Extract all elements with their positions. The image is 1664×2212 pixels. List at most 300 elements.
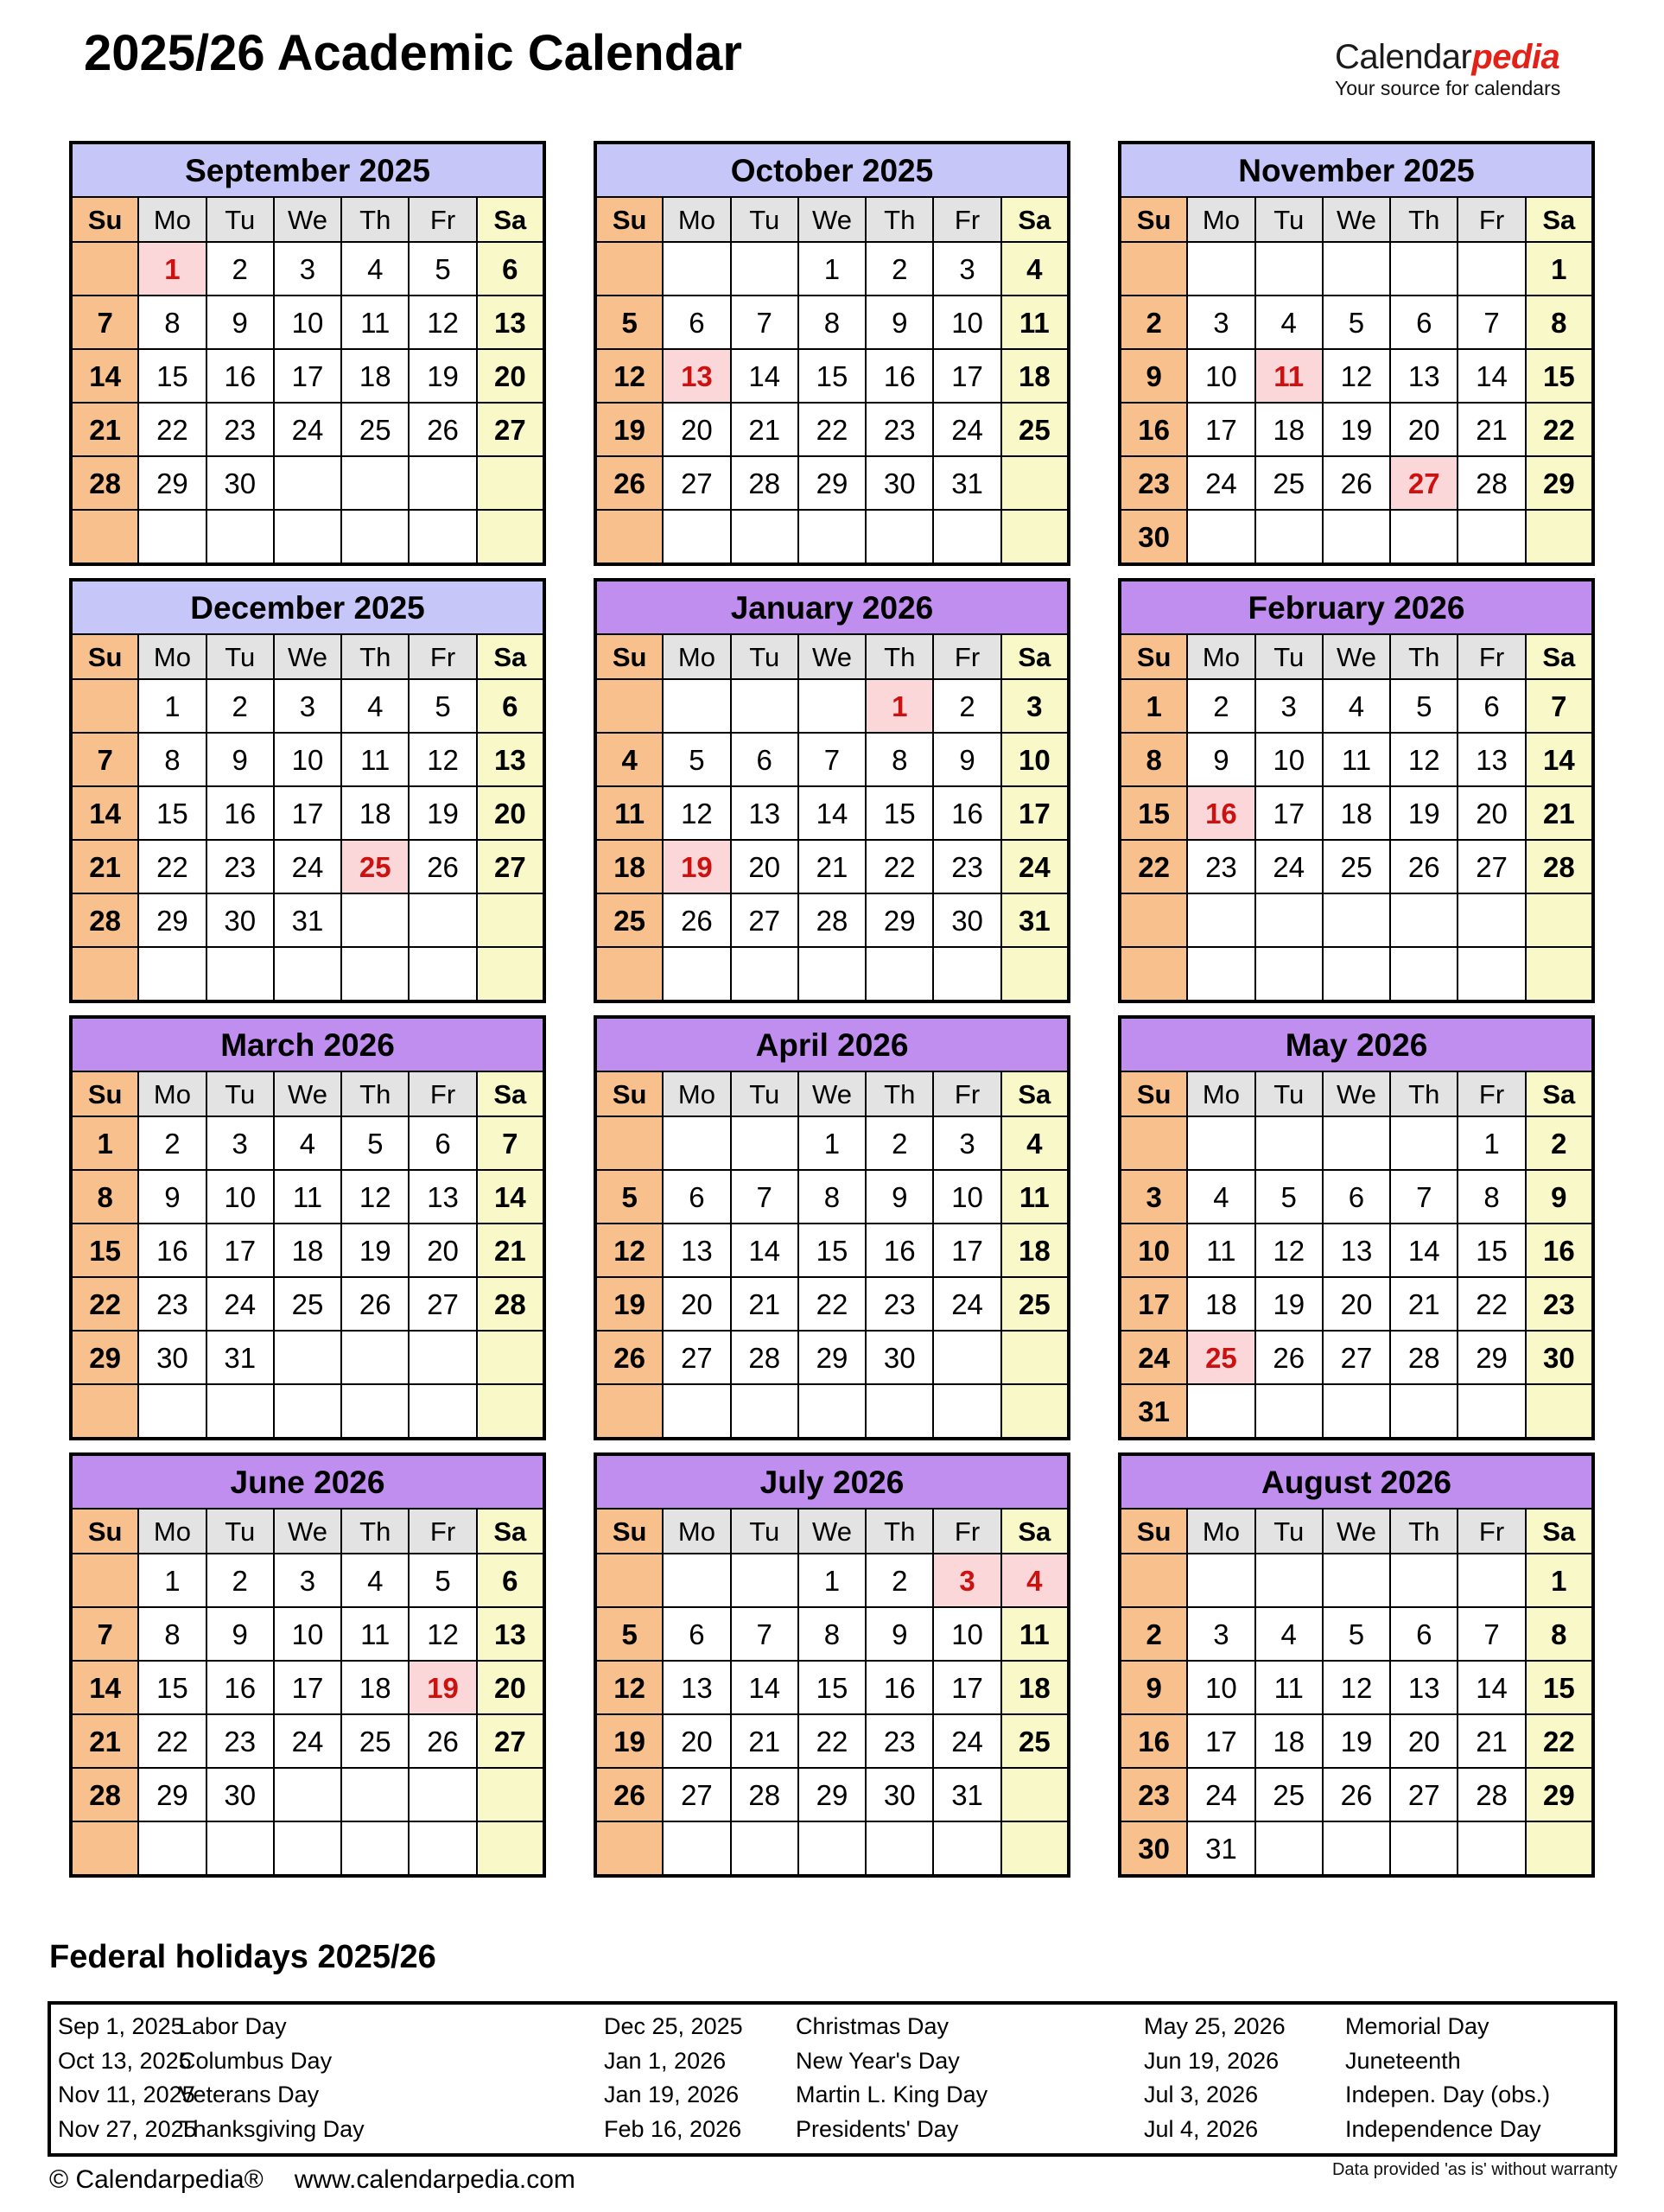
day-header-mo: Mo — [663, 1071, 730, 1116]
date-may-2026-22: 22 — [1458, 1277, 1525, 1331]
empty-cell — [1458, 1384, 1525, 1439]
date-april-2026-23: 23 — [866, 1277, 933, 1331]
date-july-2026-6: 6 — [663, 1607, 730, 1661]
empty-cell — [1458, 1554, 1525, 1607]
day-header-fr: Fr — [409, 1509, 476, 1554]
date-september-2025-10: 10 — [274, 296, 341, 349]
date-august-2026-28: 28 — [1458, 1768, 1525, 1821]
date-november-2025-3: 3 — [1187, 296, 1254, 349]
date-december-2025-23: 23 — [206, 840, 274, 893]
date-september-2025-24: 24 — [274, 403, 341, 456]
day-header-tu: Tu — [731, 197, 798, 242]
date-august-2026-27: 27 — [1390, 1768, 1458, 1821]
date-august-2026-29: 29 — [1526, 1768, 1593, 1821]
month-title-december-2025: December 2025 — [71, 580, 544, 634]
holiday-date: Dec 25, 2025 — [604, 2013, 743, 2039]
day-header-tu: Tu — [1255, 197, 1323, 242]
date-october-2025-10: 10 — [933, 296, 1000, 349]
empty-cell — [1458, 1821, 1525, 1876]
empty-cell — [595, 1554, 663, 1607]
date-january-2026-10: 10 — [1001, 733, 1069, 786]
date-december-2025-24: 24 — [274, 840, 341, 893]
date-november-2025-20: 20 — [1390, 403, 1458, 456]
holiday-name: Christmas Day — [796, 2013, 949, 2039]
day-header-tu: Tu — [731, 634, 798, 679]
date-january-2026-7: 7 — [798, 733, 866, 786]
date-august-2026-26: 26 — [1323, 1768, 1390, 1821]
date-september-2025-21: 21 — [71, 403, 138, 456]
date-november-2025-28: 28 — [1458, 456, 1525, 510]
empty-cell — [1458, 510, 1525, 564]
month-title-july-2026: July 2026 — [595, 1454, 1069, 1509]
date-march-2026-30: 30 — [138, 1331, 206, 1384]
week-row — [1120, 679, 1593, 733]
week-row — [71, 1768, 544, 1821]
empty-cell — [1323, 1554, 1390, 1607]
date-november-2025-25: 25 — [1255, 456, 1323, 510]
empty-cell — [1526, 1384, 1593, 1439]
date-july-2026-8: 8 — [798, 1607, 866, 1661]
date-may-2026-10: 10 — [1120, 1224, 1187, 1277]
week-row — [71, 1224, 544, 1277]
date-january-2026-24: 24 — [1001, 840, 1069, 893]
date-january-2026-15: 15 — [866, 786, 933, 840]
date-october-2025-18: 18 — [1001, 349, 1069, 403]
empty-cell — [1323, 1821, 1390, 1876]
month-title-april-2026: April 2026 — [595, 1017, 1069, 1071]
holiday-date-february-2026-16: 16 — [1187, 786, 1254, 840]
month-calendar-january-2026 — [594, 578, 1070, 1003]
holiday-date: Jan 19, 2026 — [604, 2082, 740, 2108]
date-july-2026-17: 17 — [933, 1661, 1000, 1714]
date-august-2026-15: 15 — [1526, 1661, 1593, 1714]
empty-cell — [595, 1821, 663, 1876]
empty-cell — [595, 679, 663, 733]
date-december-2025-7: 7 — [71, 733, 138, 786]
holiday-date: Nov 11, 2025 — [58, 2082, 195, 2108]
empty-cell — [1001, 1821, 1069, 1876]
date-june-2026-22: 22 — [138, 1714, 206, 1768]
holiday-date: Jun 19, 2026 — [1144, 2047, 1280, 2074]
week-row — [71, 1821, 544, 1876]
date-october-2025-31: 31 — [933, 456, 1000, 510]
empty-cell — [71, 1821, 138, 1876]
day-header-tu: Tu — [1255, 1071, 1323, 1116]
date-march-2026-23: 23 — [138, 1277, 206, 1331]
empty-cell — [1255, 893, 1323, 947]
date-january-2026-2: 2 — [933, 679, 1000, 733]
week-row — [595, 296, 1069, 349]
day-header-mo: Mo — [1187, 634, 1254, 679]
date-january-2026-29: 29 — [866, 893, 933, 947]
day-header-su: Su — [1120, 197, 1187, 242]
date-august-2026-19: 19 — [1323, 1714, 1390, 1768]
date-august-2026-9: 9 — [1120, 1661, 1187, 1714]
day-header-tu: Tu — [206, 634, 274, 679]
date-november-2025-9: 9 — [1120, 349, 1187, 403]
date-october-2025-7: 7 — [731, 296, 798, 349]
date-october-2025-5: 5 — [595, 296, 663, 349]
day-header-we: We — [274, 197, 341, 242]
date-july-2026-11: 11 — [1001, 1607, 1069, 1661]
date-december-2025-13: 13 — [477, 733, 544, 786]
empty-cell — [731, 510, 798, 564]
date-september-2025-15: 15 — [138, 349, 206, 403]
date-july-2026-26: 26 — [595, 1768, 663, 1821]
date-march-2026-15: 15 — [71, 1224, 138, 1277]
holiday-date-january-2026-19: 19 — [663, 840, 730, 893]
date-february-2026-12: 12 — [1390, 733, 1458, 786]
empty-cell — [274, 1821, 341, 1876]
week-row — [595, 1714, 1069, 1768]
day-header-tu: Tu — [1255, 634, 1323, 679]
date-march-2026-28: 28 — [477, 1277, 544, 1331]
day-header-fr: Fr — [1458, 1509, 1525, 1554]
date-january-2026-21: 21 — [798, 840, 866, 893]
month-calendar-february-2026 — [1118, 578, 1595, 1003]
week-row — [71, 840, 544, 893]
day-header-mo: Mo — [1187, 1509, 1254, 1554]
day-header-sa: Sa — [477, 1071, 544, 1116]
date-june-2026-4: 4 — [341, 1554, 409, 1607]
date-march-2026-10: 10 — [206, 1170, 274, 1224]
holiday-name: Presidents' Day — [796, 2115, 959, 2142]
date-september-2025-12: 12 — [409, 296, 476, 349]
week-row — [71, 1170, 544, 1224]
week-row — [1120, 947, 1593, 1001]
empty-cell — [1001, 1768, 1069, 1821]
date-march-2026-12: 12 — [341, 1170, 409, 1224]
holiday-date: Jul 4, 2026 — [1144, 2115, 1259, 2142]
week-row — [1120, 1277, 1593, 1331]
week-row — [595, 242, 1069, 296]
day-header-th: Th — [866, 634, 933, 679]
week-row — [71, 296, 544, 349]
day-header-sa: Sa — [1526, 1071, 1593, 1116]
date-september-2025-28: 28 — [71, 456, 138, 510]
logo-tagline: Your source for calendars — [1335, 77, 1561, 99]
holiday-name: Indepen. Day (obs.) — [1345, 2082, 1551, 2108]
date-november-2025-14: 14 — [1458, 349, 1525, 403]
date-december-2025-9: 9 — [206, 733, 274, 786]
day-header-su: Su — [71, 634, 138, 679]
empty-cell — [663, 242, 730, 296]
federal-holiday-row — [58, 2114, 1614, 2145]
date-september-2025-22: 22 — [138, 403, 206, 456]
date-july-2026-5: 5 — [595, 1607, 663, 1661]
date-september-2025-29: 29 — [138, 456, 206, 510]
date-january-2026-8: 8 — [866, 733, 933, 786]
date-august-2026-6: 6 — [1390, 1607, 1458, 1661]
empty-cell — [1187, 510, 1254, 564]
holiday-date-september-2025-1: 1 — [138, 242, 206, 296]
day-header-sa: Sa — [1526, 634, 1593, 679]
calendarpedia-logo — [1335, 40, 1560, 99]
date-august-2026-16: 16 — [1120, 1714, 1187, 1768]
date-december-2025-8: 8 — [138, 733, 206, 786]
week-row — [1120, 1714, 1593, 1768]
day-header-su: Su — [595, 634, 663, 679]
day-header-sa: Sa — [1526, 197, 1593, 242]
empty-cell — [663, 1384, 730, 1439]
date-december-2025-3: 3 — [274, 679, 341, 733]
day-header-su: Su — [71, 197, 138, 242]
month-calendar-october-2025 — [594, 141, 1070, 566]
holiday-date: May 25, 2026 — [1144, 2013, 1286, 2039]
date-may-2026-18: 18 — [1187, 1277, 1254, 1331]
day-header-sa: Sa — [1001, 634, 1069, 679]
empty-cell — [409, 893, 476, 947]
date-february-2026-6: 6 — [1458, 679, 1525, 733]
date-june-2026-15: 15 — [138, 1661, 206, 1714]
date-april-2026-19: 19 — [595, 1277, 663, 1331]
date-july-2026-16: 16 — [866, 1661, 933, 1714]
date-august-2026-21: 21 — [1458, 1714, 1525, 1768]
day-header-fr: Fr — [409, 634, 476, 679]
week-row — [1120, 456, 1593, 510]
date-august-2026-30: 30 — [1120, 1821, 1187, 1876]
date-november-2025-2: 2 — [1120, 296, 1187, 349]
week-row — [595, 1821, 1069, 1876]
date-november-2025-6: 6 — [1390, 296, 1458, 349]
footer-url[interactable]: www.calendarpedia.com — [294, 2165, 575, 2194]
date-august-2026-20: 20 — [1390, 1714, 1458, 1768]
empty-cell — [1526, 510, 1593, 564]
date-april-2026-20: 20 — [663, 1277, 730, 1331]
date-may-2026-17: 17 — [1120, 1277, 1187, 1331]
date-august-2026-12: 12 — [1323, 1661, 1390, 1714]
date-april-2026-17: 17 — [933, 1224, 1000, 1277]
date-september-2025-18: 18 — [341, 349, 409, 403]
week-row — [71, 1661, 544, 1714]
day-header-th: Th — [1390, 1071, 1458, 1116]
date-july-2026-31: 31 — [933, 1768, 1000, 1821]
day-header-sa: Sa — [1001, 1509, 1069, 1554]
week-row — [595, 1607, 1069, 1661]
date-november-2025-30: 30 — [1120, 510, 1187, 564]
calendar-grid — [69, 141, 1595, 1878]
date-october-2025-15: 15 — [798, 349, 866, 403]
date-february-2026-27: 27 — [1458, 840, 1525, 893]
empty-cell — [477, 893, 544, 947]
day-header-sa: Sa — [477, 197, 544, 242]
empty-cell — [731, 1384, 798, 1439]
week-row — [595, 1116, 1069, 1170]
date-june-2026-21: 21 — [71, 1714, 138, 1768]
week-row — [595, 840, 1069, 893]
empty-cell — [206, 947, 274, 1001]
date-december-2025-14: 14 — [71, 786, 138, 840]
date-april-2026-26: 26 — [595, 1331, 663, 1384]
empty-cell — [1255, 242, 1323, 296]
date-march-2026-27: 27 — [409, 1277, 476, 1331]
empty-cell — [71, 510, 138, 564]
date-july-2026-20: 20 — [663, 1714, 730, 1768]
date-may-2026-6: 6 — [1323, 1170, 1390, 1224]
date-october-2025-14: 14 — [731, 349, 798, 403]
week-row — [595, 1277, 1069, 1331]
date-december-2025-5: 5 — [409, 679, 476, 733]
date-may-2026-27: 27 — [1323, 1331, 1390, 1384]
empty-cell — [409, 510, 476, 564]
date-august-2026-25: 25 — [1255, 1768, 1323, 1821]
date-may-2026-7: 7 — [1390, 1170, 1458, 1224]
empty-cell — [731, 1821, 798, 1876]
date-august-2026-7: 7 — [1458, 1607, 1525, 1661]
date-march-2026-7: 7 — [477, 1116, 544, 1170]
day-header-we: We — [274, 1509, 341, 1554]
date-may-2026-9: 9 — [1526, 1170, 1593, 1224]
day-header-fr: Fr — [409, 1071, 476, 1116]
date-december-2025-6: 6 — [477, 679, 544, 733]
date-december-2025-4: 4 — [341, 679, 409, 733]
date-october-2025-2: 2 — [866, 242, 933, 296]
holiday-date-june-2026-19: 19 — [409, 1661, 476, 1714]
date-august-2026-31: 31 — [1187, 1821, 1254, 1876]
holiday-name: Martin L. King Day — [796, 2082, 988, 2108]
week-row — [1120, 733, 1593, 786]
week-row — [595, 679, 1069, 733]
date-march-2026-18: 18 — [274, 1224, 341, 1277]
empty-cell — [1526, 1821, 1593, 1876]
date-march-2026-17: 17 — [206, 1224, 274, 1277]
date-september-2025-16: 16 — [206, 349, 274, 403]
date-may-2026-23: 23 — [1526, 1277, 1593, 1331]
date-june-2026-26: 26 — [409, 1714, 476, 1768]
federal-holiday-row — [58, 2080, 1614, 2110]
date-april-2026-29: 29 — [798, 1331, 866, 1384]
date-july-2026-22: 22 — [798, 1714, 866, 1768]
empty-cell — [409, 1384, 476, 1439]
month-title-february-2026: February 2026 — [1120, 580, 1593, 634]
date-january-2026-11: 11 — [595, 786, 663, 840]
day-header-th: Th — [1390, 634, 1458, 679]
week-row — [1120, 510, 1593, 564]
date-november-2025-1: 1 — [1526, 242, 1593, 296]
empty-cell — [274, 1331, 341, 1384]
empty-cell — [1390, 893, 1458, 947]
empty-cell — [341, 456, 409, 510]
date-october-2025-12: 12 — [595, 349, 663, 403]
week-row — [595, 456, 1069, 510]
date-march-2026-14: 14 — [477, 1170, 544, 1224]
day-header-tu: Tu — [1255, 1509, 1323, 1554]
day-header-fr: Fr — [1458, 1071, 1525, 1116]
empty-cell — [1323, 947, 1390, 1001]
day-header-mo: Mo — [138, 1509, 206, 1554]
date-october-2025-27: 27 — [663, 456, 730, 510]
federal-holidays-heading: Federal holidays 2025/26 — [49, 1939, 436, 1975]
date-december-2025-15: 15 — [138, 786, 206, 840]
date-september-2025-5: 5 — [409, 242, 476, 296]
date-november-2025-21: 21 — [1458, 403, 1525, 456]
day-header-we: We — [798, 634, 866, 679]
day-header-mo: Mo — [138, 1071, 206, 1116]
empty-cell — [1323, 893, 1390, 947]
empty-cell — [1001, 947, 1069, 1001]
date-december-2025-11: 11 — [341, 733, 409, 786]
date-march-2026-16: 16 — [138, 1224, 206, 1277]
date-november-2025-16: 16 — [1120, 403, 1187, 456]
date-january-2026-13: 13 — [731, 786, 798, 840]
date-september-2025-25: 25 — [341, 403, 409, 456]
date-march-2026-31: 31 — [206, 1331, 274, 1384]
week-row — [595, 893, 1069, 947]
date-may-2026-16: 16 — [1526, 1224, 1593, 1277]
empty-cell — [798, 1821, 866, 1876]
holiday-name: New Year's Day — [796, 2047, 960, 2074]
empty-cell — [1120, 1554, 1187, 1607]
date-november-2025-5: 5 — [1323, 296, 1390, 349]
date-november-2025-19: 19 — [1323, 403, 1390, 456]
date-september-2025-7: 7 — [71, 296, 138, 349]
empty-cell — [1255, 1821, 1323, 1876]
date-november-2025-24: 24 — [1187, 456, 1254, 510]
date-july-2026-1: 1 — [798, 1554, 866, 1607]
date-june-2026-20: 20 — [477, 1661, 544, 1714]
holiday-date-november-2025-11: 11 — [1255, 349, 1323, 403]
date-july-2026-19: 19 — [595, 1714, 663, 1768]
day-header-fr: Fr — [933, 1509, 1000, 1554]
date-april-2026-24: 24 — [933, 1277, 1000, 1331]
day-header-we: We — [1323, 634, 1390, 679]
date-june-2026-24: 24 — [274, 1714, 341, 1768]
empty-cell — [409, 1821, 476, 1876]
date-february-2026-14: 14 — [1526, 733, 1593, 786]
date-august-2026-11: 11 — [1255, 1661, 1323, 1714]
day-header-we: We — [274, 634, 341, 679]
date-september-2025-3: 3 — [274, 242, 341, 296]
empty-cell — [341, 1384, 409, 1439]
week-row — [1120, 1661, 1593, 1714]
date-june-2026-16: 16 — [206, 1661, 274, 1714]
date-january-2026-20: 20 — [731, 840, 798, 893]
week-row — [595, 733, 1069, 786]
page-title: 2025/26 Academic Calendar — [84, 25, 742, 81]
empty-cell — [1390, 1116, 1458, 1170]
day-header-th: Th — [1390, 197, 1458, 242]
date-october-2025-6: 6 — [663, 296, 730, 349]
empty-cell — [933, 510, 1000, 564]
empty-cell — [1120, 242, 1187, 296]
week-row — [71, 510, 544, 564]
month-title-november-2025: November 2025 — [1120, 143, 1593, 197]
date-april-2026-22: 22 — [798, 1277, 866, 1331]
day-header-th: Th — [866, 1509, 933, 1554]
empty-cell — [866, 947, 933, 1001]
week-row — [1120, 1331, 1593, 1384]
empty-cell — [1187, 893, 1254, 947]
empty-cell — [1323, 510, 1390, 564]
day-header-th: Th — [341, 197, 409, 242]
date-january-2026-12: 12 — [663, 786, 730, 840]
date-june-2026-11: 11 — [341, 1607, 409, 1661]
empty-cell — [71, 947, 138, 1001]
empty-cell — [477, 1331, 544, 1384]
date-november-2025-8: 8 — [1526, 296, 1593, 349]
week-row — [1120, 893, 1593, 947]
empty-cell — [731, 679, 798, 733]
federal-holidays-table — [48, 2001, 1617, 2157]
empty-cell — [71, 1554, 138, 1607]
date-june-2026-30: 30 — [206, 1768, 274, 1821]
date-march-2026-20: 20 — [409, 1224, 476, 1277]
day-header-fr: Fr — [1458, 197, 1525, 242]
date-october-2025-17: 17 — [933, 349, 1000, 403]
date-november-2025-17: 17 — [1187, 403, 1254, 456]
date-may-2026-19: 19 — [1255, 1277, 1323, 1331]
date-september-2025-9: 9 — [206, 296, 274, 349]
